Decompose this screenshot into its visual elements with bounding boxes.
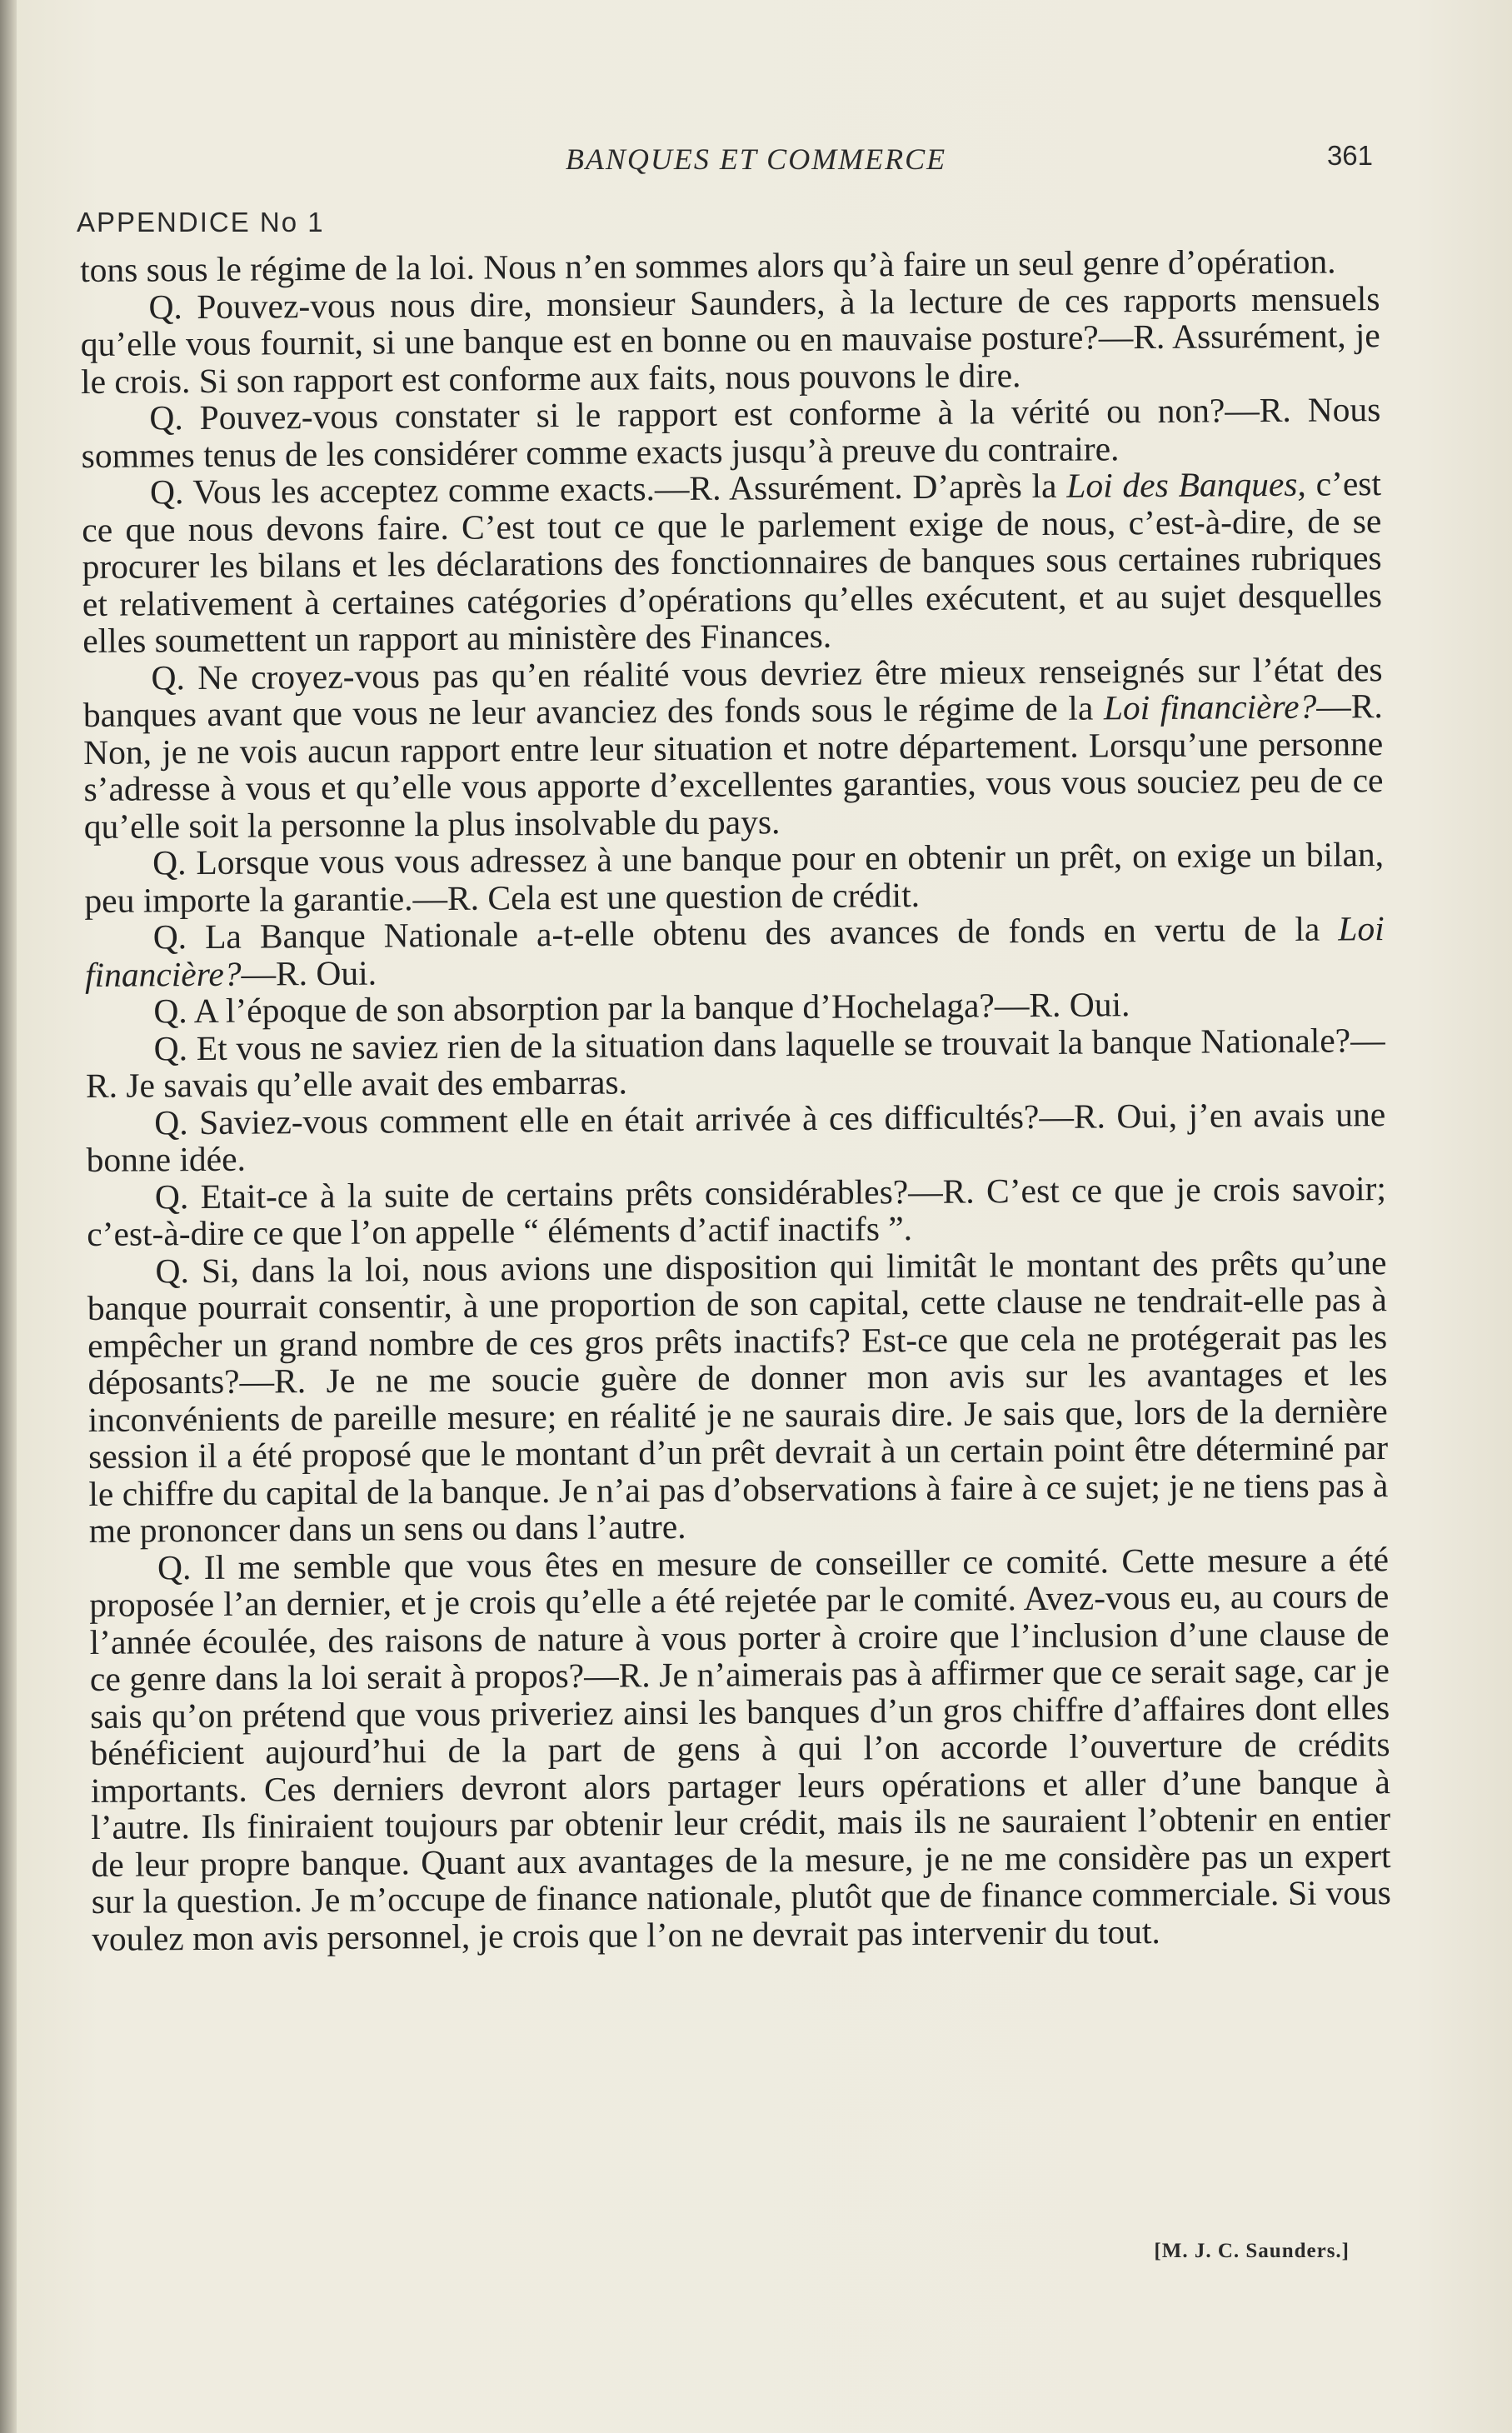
italic-title: Loi financière? — [1103, 687, 1317, 727]
paragraph — [80, 280, 1380, 400]
paragraph — [85, 910, 1385, 993]
paragraph — [87, 1244, 1388, 1550]
italic-title: Loi financière? — [84, 909, 1385, 994]
paragraph-text: Q. Il me semble que vous êtes en mesure de conseiller ce comité. Cette mesure a été proposée l’an dernier, et je crois qu’elle a été rejetée par le comité. Avez-vous eu, au cours de l’année écoulée, des raisons de nature à vous porter à croire que l’inclusion d’une clause de ce genre dans la loi serait à propos?—R. Je n’aimerais pas à affirmer que ce serait sage, car je sais qu’on prétend que vous priveriez ainsi les banques d’un gros chiffre d’affaires dont elles bénéficient aujourd’hui de la part de gens à qui l’on accorde l’ouverture de crédits importants. Ces derniers devront alors partager leurs opérations et aller d’une banque à l’autre. Ils finiraient toujours par obtenir leur crédit, mais ils ne sauraient l’obtenir en entier de leur propre banque. Quant aux avantages de la mesure, je ne me considère pas un expert sur la question. Je m’occupe de finance nationale, plutôt que de finance commerciale. Si vous voulez mon avis personnel, je crois que l’on ne devrait pas intervenir du tout. — [89, 1539, 1391, 1958]
paragraph — [81, 391, 1381, 474]
paragraph — [86, 1096, 1386, 1179]
paragraph-text: Q. Saviez-vous comment elle en était arrivée à ces difficultés?—R. Oui, j’en avais une bonne idée. — [86, 1094, 1386, 1179]
paragraph-text: Q. Vous les acceptez comme exacts.—R. Assurément. D’après la — [149, 466, 1067, 512]
paragraph-text: —R. Oui. — [241, 953, 377, 993]
page-binding-shadow — [0, 0, 17, 2433]
paragraph — [89, 1541, 1391, 1957]
paragraph — [82, 465, 1383, 659]
signature: [M. J. C. Saunders.] — [1154, 2240, 1350, 2262]
paragraph-text: Q. Et vous ne saviez rien de la situation dans laquelle se trouvait la banque Nationale?—R. Je savais qu’elle avait des embarras. — [85, 1020, 1385, 1105]
paragraph-text: Q. Lorsque vous vous adressez à une banque pour en obtenir un prêt, on exige un bilan, peu importe la garantie.—R. Cela est une question de crédit. — [84, 835, 1385, 920]
paragraph-text: c’est ce que nous devons faire. C’est tout ce que le parlement exige de nous, c’est-à-dire, de se procurer les bilans et les déclarations des fonctionnaires de banques sous certaines rubriques et relativement à certaines catégories d’opérations qu’elles exécutent, et au sujet desquelles elles soumettent un rapport au ministère des Finances. — [82, 464, 1383, 660]
paragraph-text: Q. Ne croyez-vous pas qu’en réalité vous devriez être mieux renseignés sur l’état des banques avant que vous ne leur avanciez des fonds sous le régime de la — [82, 649, 1383, 734]
running-title: BANQUES ET COMMERCE — [565, 142, 947, 176]
paragraph-text: Q. Etait-ce à la suite de certains prêts considérables?—R. C’est ce que je crois savoir; c’est-à-dire ce que l’on appelle “ éléments d’actif inactifs ”. — [87, 1168, 1387, 1253]
paragraph — [86, 1022, 1386, 1105]
paragraph-text: Q. Si, dans la loi, nous avions une disposition qui limitât le montant des prêts qu’une banque pourrait consentir, à une proportion de son capital, cette clause ne tendrait-elle pas à empêcher un grand nombre de ces gros prêts inactifs? Est-ce que cela ne protégerait pas les déposants?—R. Je ne me soucie guère de donner mon avis sur les avantages et les inconvénients de pareille mesure; en réalité je ne saurais dire. Je sais que, lors de la dernière session il a été proposé que le montant d’un prêt devrait à un certain point être déterminé par le chiffre du capital de la banque. Je n’ai pas d’observations à faire à ce sujet; je ne tiens pas à me prononcer dans un sens ou dans l’autre. — [87, 1242, 1389, 1550]
body-text — [80, 242, 1391, 1957]
paragraph — [87, 1170, 1387, 1253]
paragraph — [84, 836, 1385, 919]
italic-title: Loi des Banques, — [1066, 464, 1307, 505]
paragraph-text: tons sous le régime de la loi. Nous n’en sommes alors qu’à faire un seul genre d’opération. — [79, 242, 1336, 289]
paragraph-text: Q. Pouvez-vous nous dire, monsieur Saunders, à la lecture de ces rapports mensuels qu’elle vous fournit, si une banque est en bonne ou en mauvaise posture?—R. Assurément, je le crois. Si son rapport est conforme aux faits, nous pouvons le dire. — [80, 278, 1380, 401]
appendix-label: APPENDICE No 1 — [77, 207, 325, 237]
paragraph-text: Q. Pouvez-vous constater si le rapport est conforme à la vérité ou non?—R. Nous sommes tenus de les considérer comme exacts jusqu’à preuve du contraire. — [81, 390, 1381, 475]
page-number: 361 — [1326, 140, 1373, 171]
paragraph-text: Q. La Banque Nationale a-t-elle obtenu des avances de fonds en vertu de la — [152, 909, 1339, 957]
paragraph — [82, 651, 1384, 845]
paragraph-text: —R. Non, je ne vois aucun rapport entre leur situation et notre département. Lorsqu’une personne s’adresse à vous et qu’elle vous apporte d’excellentes garanties, vous vous souciez peu de ce qu’elle soit la personne la plus insolvable du pays. — [83, 687, 1384, 846]
paragraph-text: Q. A l’époque de son absorption par la banque d’Hochelaga?—R. Oui. — [153, 985, 1130, 1031]
